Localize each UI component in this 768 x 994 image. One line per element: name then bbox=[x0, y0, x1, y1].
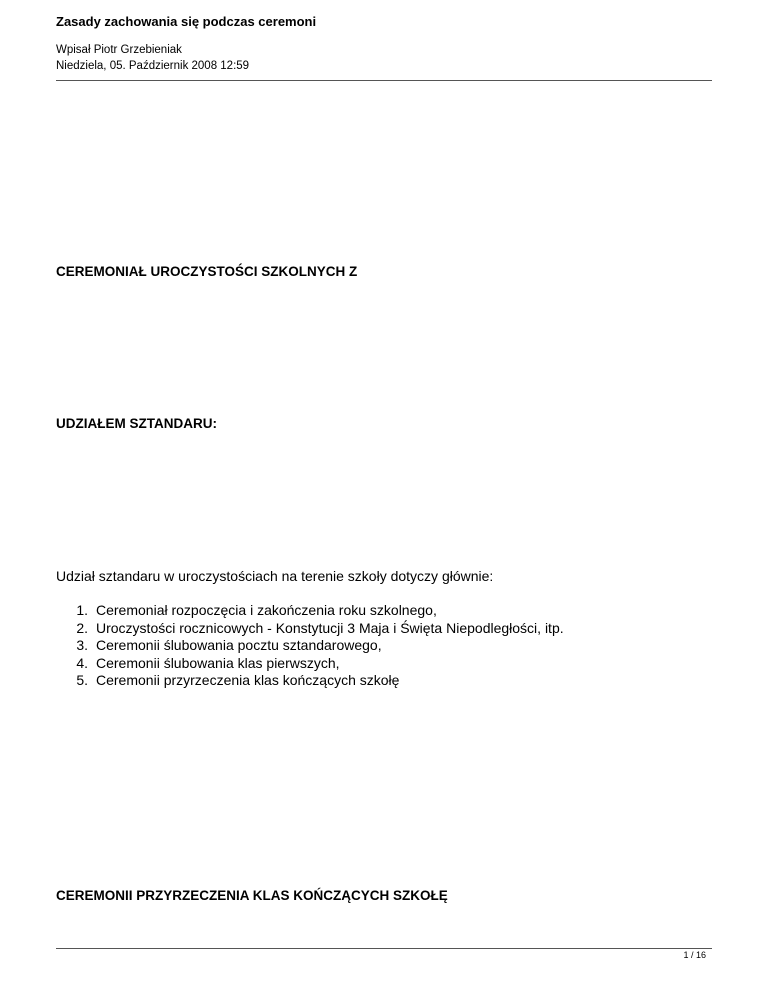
page-number: 1 / 16 bbox=[683, 950, 706, 960]
list-item-number: 2. bbox=[76, 619, 88, 636]
header-divider bbox=[56, 80, 712, 81]
list-item-number: 5. bbox=[76, 672, 88, 688]
list-item bbox=[56, 620, 564, 638]
list-item-number: 4. bbox=[76, 654, 88, 671]
section-heading-banner: UDZIAŁEM SZTANDARU: bbox=[56, 416, 217, 431]
list-item bbox=[56, 655, 564, 673]
ceremony-list bbox=[56, 602, 564, 690]
footer-divider bbox=[56, 948, 712, 949]
author-line: Wpisał Piotr Grzebieniak bbox=[56, 44, 182, 56]
section-heading-ceremonial: CEREMONIAŁ UROCZYSTOŚCI SZKOLNYCH Z bbox=[56, 264, 358, 279]
intro-paragraph: Udział sztandaru w uroczystościach na terenie szkoły dotyczy głównie: bbox=[56, 568, 494, 584]
list-item bbox=[56, 672, 564, 690]
date-line: Niedziela, 05. Październik 2008 12:59 bbox=[56, 60, 250, 72]
list-item-number: 3. bbox=[76, 637, 88, 653]
section-heading-graduation: CEREMONII PRZYRZECZENIA KLAS KOŃCZĄCYCH SZKOŁĘ bbox=[56, 888, 448, 903]
list-item-text: Ceremonii ślubowania pocztu sztandarowego, bbox=[96, 637, 382, 653]
list-item-text: Ceremonii ślubowania klas pierwszych, bbox=[96, 654, 340, 671]
page-title: Zasady zachowania się podczas ceremoni bbox=[56, 14, 317, 29]
list-item bbox=[56, 602, 564, 620]
list-item-text: Ceremoniał rozpoczęcia i zakończenia roku szkolnego, bbox=[96, 602, 437, 618]
list-item-number: 1. bbox=[76, 602, 88, 618]
list-item-text: Uroczystości rocznicowych - Konstytucji 3 Maja i Święta Niepodległości, itp. bbox=[96, 619, 564, 636]
list-item-text: Ceremonii przyrzeczenia klas kończących szkołę bbox=[96, 672, 400, 688]
list-item bbox=[56, 637, 564, 655]
